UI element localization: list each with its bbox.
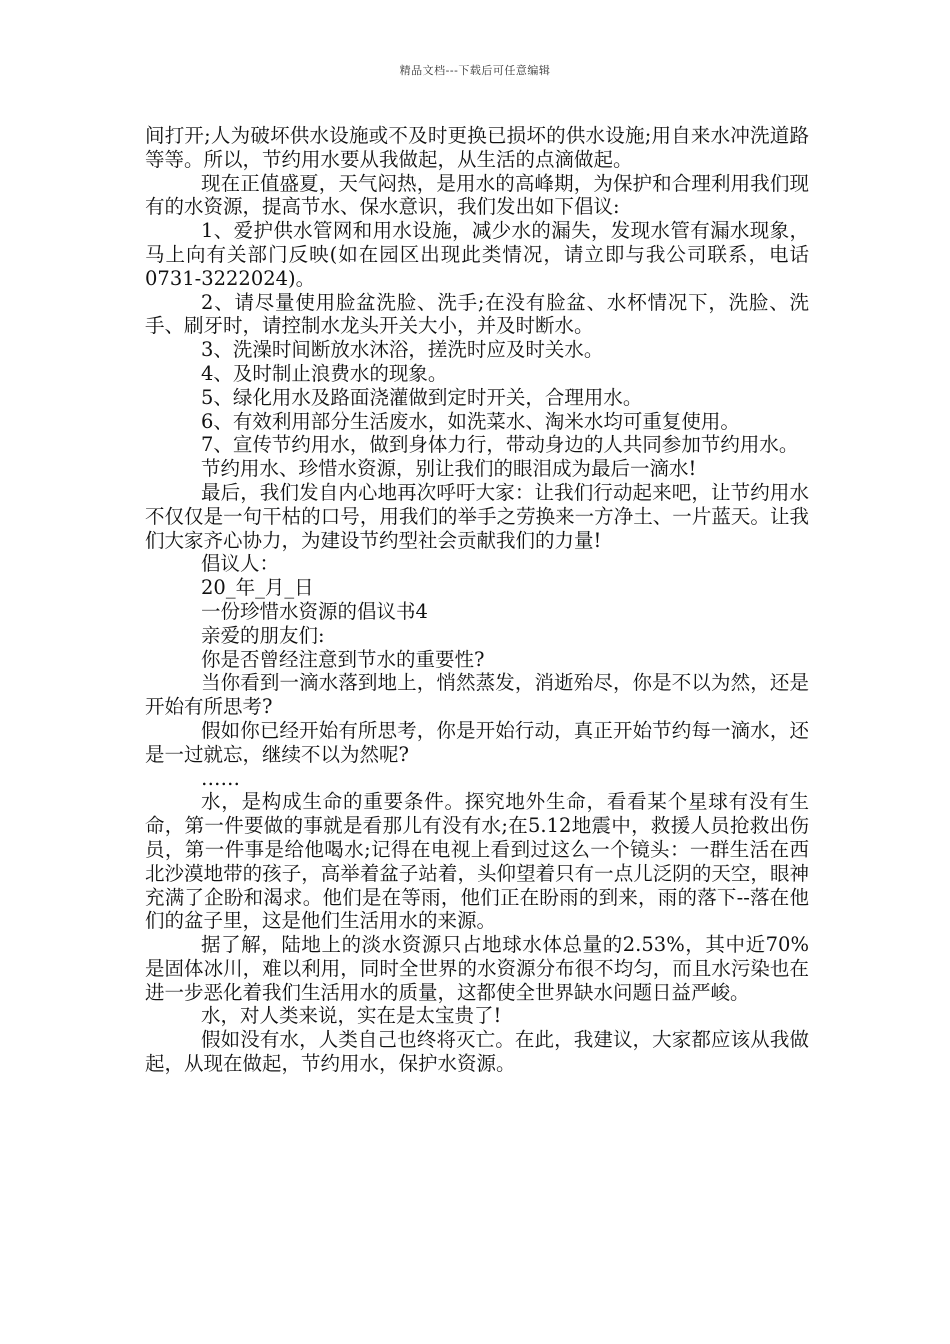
paragraph: 6、有效利用部分生活废水，如洗菜水、淘米水均可重复使用。 (201, 409, 740, 433)
paragraph: 3、洗澡时间断放水沐浴，搓洗时应及时关水。 (201, 338, 604, 362)
paragraph: 节约用水、珍惜水资源，别让我们的眼泪成为最后一滴水! (201, 457, 697, 481)
paragraph: 水，是构成生命的重要条件。探究地外生命，看看某个星球有没有生命，第一件要做的事就是看那儿有没有水;在5.12地震中，救援人员抢救出伤员，第一件事是给他喝水;记得在电视上看到过这么一个镜头：一群生活在西北沙漠地带的孩子，高举着盆子站着，头仰望着只有一点儿泛阴的天空，眼神充满了企盼和渴求。他们是在等雨，他们正在盼雨的到来，雨的落下--落在他们的盆子里，这是他们生活用水的来源。 (145, 790, 809, 933)
paragraph: 1、爱护供水管网和用水设施，减少水的漏失，发现水管有漏水现象，马上向有关部门反映(如在园区出现此类情况，请立即与我公司联系，电话0731-3222024)。 (145, 219, 809, 290)
paragraph: 水，对人类来说，实在是太宝贵了! (201, 1004, 502, 1028)
paragraph: 4、及时制止浪费水的现象。 (201, 361, 448, 385)
paragraph: 假如你已经开始有所思考，你是开始行动，真正开始节约每一滴水，还是一过就忘，继续不以为然呢? (145, 718, 809, 766)
paragraph: 间打开;人为破坏供水设施或不及时更换已损坏的供水设施;用自来水冲洗道路等等。所以，节约用水要从我做起，从生活的点滴做起。 (145, 124, 809, 171)
paragraph: …… (201, 766, 240, 790)
paragraph: 20_年_月_日 (201, 576, 314, 600)
page-header: 精品文档---下载后可任意编辑 (399, 64, 551, 77)
paragraph: 据了解，陆地上的淡水资源只占地球水体总量的2.53%，其中近70%是固体冰川，难以利用，同时全世界的水资源分布很不均匀，而且水污染也在进一步恶化着我们生活用水的质量，这都使全世界缺水问题日益严峻。 (145, 933, 809, 1004)
paragraph: 亲爱的朋友们: (201, 623, 325, 647)
paragraph: 你是否曾经注意到节水的重要性? (201, 647, 485, 671)
paragraph: 现在正值盛夏，天气闷热，是用水的高峰期，为保护和合理利用我们现有的水资源，提高节水、保水意识，我们发出如下倡议: (145, 171, 809, 219)
document-body (145, 124, 809, 1076)
paragraph: 最后，我们发自内心地再次呼吁大家：让我们行动起来吧，让节约用水不仅仅是一句干枯的口号，用我们的举手之劳换来一方净土、一片蓝天。让我们大家齐心协力，为建设节约型社会贡献我们的力量! (145, 480, 809, 552)
paragraph: 倡议人： (201, 552, 280, 576)
paragraph: 当你看到一滴水落到地上，悄然蒸发，消逝殆尽，你是不以为然，还是开始有所思考? (145, 671, 809, 719)
paragraph: 一份珍惜水资源的倡议书4 (201, 599, 428, 623)
paragraph: 2、请尽量使用脸盆洗脸、洗手;在没有脸盆、水杯情况下，洗脸、洗手、刷牙时，请控制水龙头开关大小，并及时断水。 (145, 290, 809, 338)
paragraph: 5、绿化用水及路面浇灌做到定时开关，合理用水。 (201, 385, 643, 409)
paragraph: 假如没有水，人类自己也终将灭亡。在此，我建议，大家都应该从我做起，从现在做起，节约用水，保护水资源。 (145, 1028, 809, 1076)
paragraph: 7、宣传节约用水，做到身体力行，带动身边的人共同参加节约用水。 (201, 433, 799, 457)
